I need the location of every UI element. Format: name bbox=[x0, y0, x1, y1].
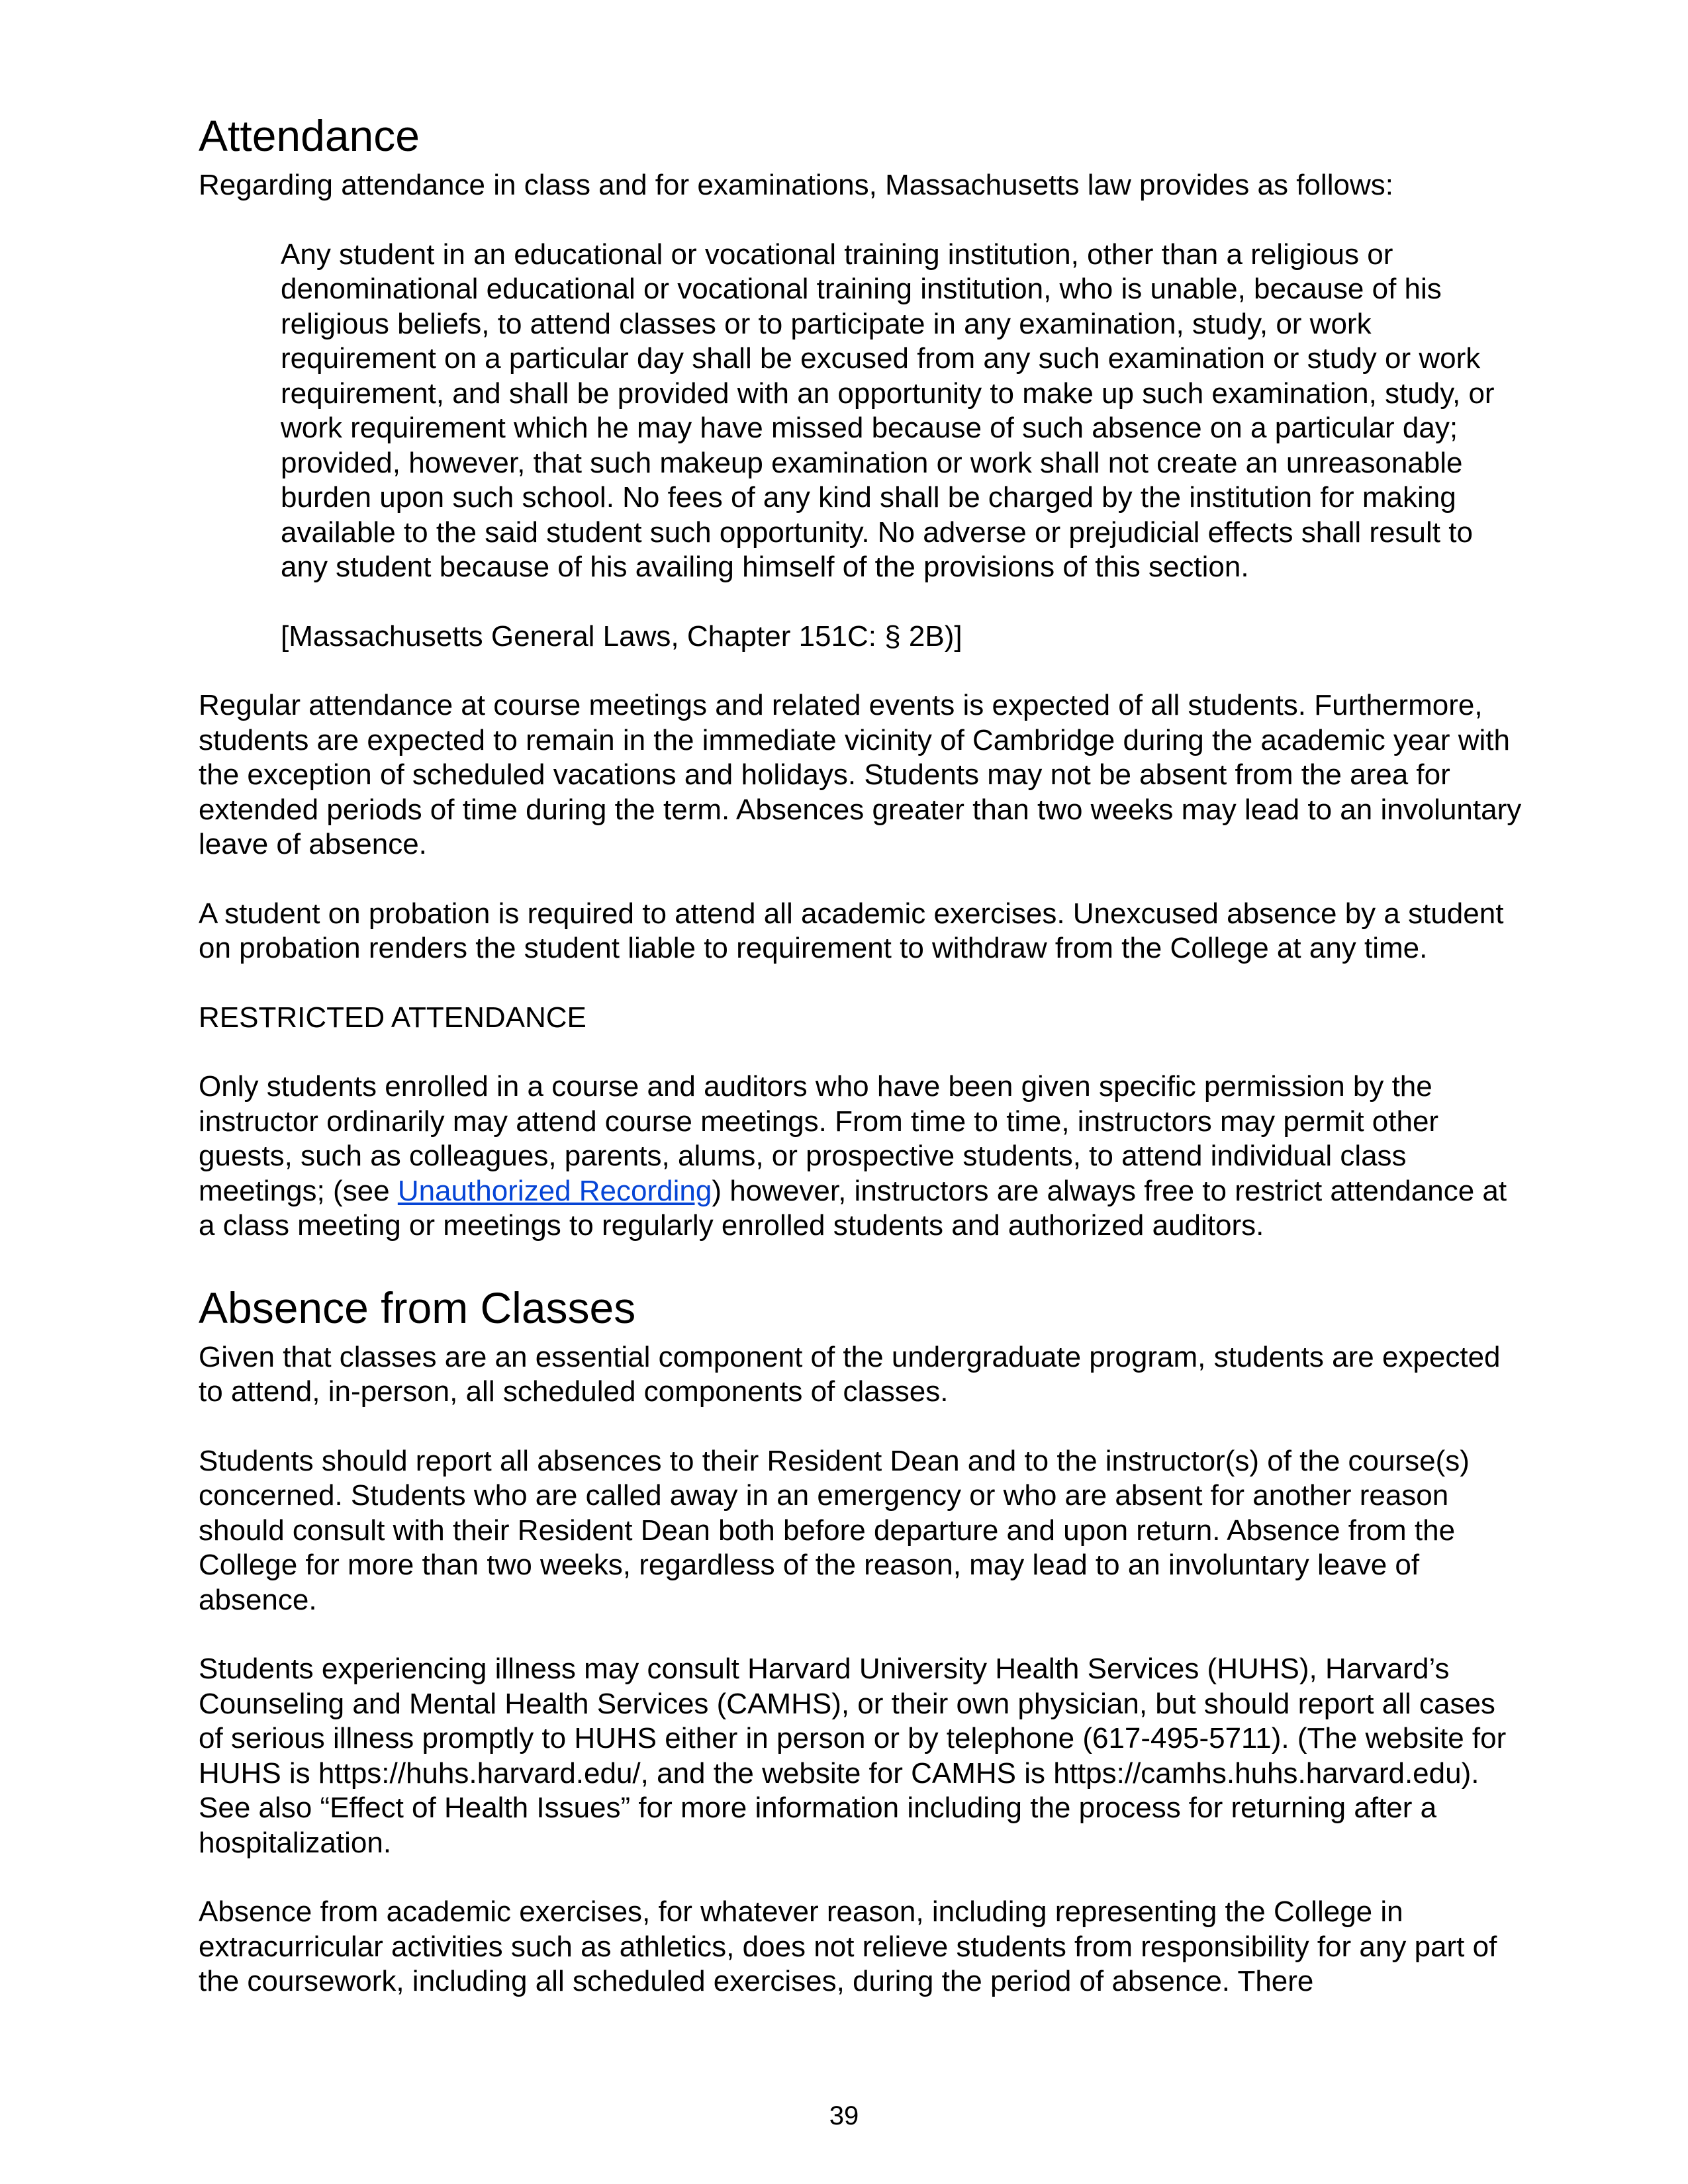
absence-paragraph-4: Absence from academic exercises, for whatever reason, including representing the College in extracurricular activities such as athletics, does not relieve students from responsibility for any part of the coursework, including all scheduled exercises, during the period of absence. There bbox=[199, 1895, 1497, 1997]
restricted-text-after-link: ) however, instructors are always free to restrict attendance at a class meeting or meetings to regularly enrolled students and authorized auditors. bbox=[199, 1174, 1507, 1242]
restricted-attendance-paragraph bbox=[199, 1069, 1523, 1244]
restricted-text-before-link: Only students enrolled in a course and auditors who have been given specific permission by the instructor ordinarily may attend course meetings. From time to time, instructors may permit other guests, such as colleagues, parents, alums, or prospective students, to attend individual class meetings; (see bbox=[199, 1070, 1439, 1207]
restricted-attendance-heading: RESTRICTED ATTENDANCE bbox=[199, 1001, 586, 1034]
probation-paragraph: A student on probation is required to attend all academic exercises. Unexcused absence by a student on probation renders the student liable to requirement to withdraw from the College at any time. bbox=[199, 897, 1504, 964]
law-quote-citation: [Massachusetts General Laws, Chapter 151C: § 2B)] bbox=[281, 619, 962, 653]
law-quote bbox=[281, 238, 1523, 655]
unauthorized-recording-link[interactable]: Unauthorized Recording bbox=[397, 1174, 712, 1207]
absence-heading: Absence from Classes bbox=[199, 1283, 636, 1332]
absence-paragraph-1: Given that classes are an essential component of the undergraduate program, students are expected to attend, in-person, all scheduled components of classes. bbox=[199, 1340, 1501, 1408]
law-quote-text: Any student in an educational or vocational training institution, other than a religious or denominational educational or vocational training institution, who is unable, because of his religious beliefs, to attend classes or to participate in any examination, study, or work requirement on a particular day shall be excused from any such examination or study or work requirement, and shall be provided with an opportunity to make up such examination, study, or work requirement which he may have missed because of such absence on a particular day; provided, however, that such makeup examination or work shall not create an unreasonable burden upon such school. No fees of any kind shall be charged by the institution for making available to the said student such opportunity. No adverse or prejudicial effects shall result to any student because of his availing himself of the provisions of this section. bbox=[281, 238, 1495, 583]
attendance-heading: Attendance bbox=[199, 111, 420, 160]
document-page bbox=[199, 106, 1523, 1999]
absence-paragraph-3: Students experiencing illness may consult Harvard University Health Services (HUHS), Harvard’s Counseling and Mental Health Services (CAMHS), or their own physician, but should report all cases of serious illness promptly to HUHS either in person or by telephone (617-495-5711). (The website for HUHS is https://huhs.harvard.edu/, and the website for CAMHS is https://camhs.huhs.harvard.edu). See also “Effect of Health Issues” for more information including the process for returning after a hospitalization. bbox=[199, 1653, 1507, 1859]
absence-paragraph-2: Students should report all absences to their Resident Dean and to the instructor(s) of the course(s) concerned. Students who are called away in an emergency or who are absent for another reason should consult with their Resident Dean both before departure and upon return. Absence from the College for more than two weeks, regardless of the reason, may lead to an involuntary leave of absence. bbox=[199, 1444, 1470, 1616]
regular-attendance-paragraph: Regular attendance at course meetings and related events is expected of all students. Furthermore, students are expected to remain in the immediate vicinity of Cambridge during the academic year with the exception of scheduled vacations and holidays. Students may not be absent from the area for extended periods of time during the term. Absences greater than two weeks may lead to an involuntary leave of absence. bbox=[199, 689, 1522, 860]
page-number: 39 bbox=[829, 2101, 859, 2130]
attendance-intro: Regarding attendance in class and for examinations, Massachusetts law provides as follows: bbox=[199, 169, 1393, 201]
